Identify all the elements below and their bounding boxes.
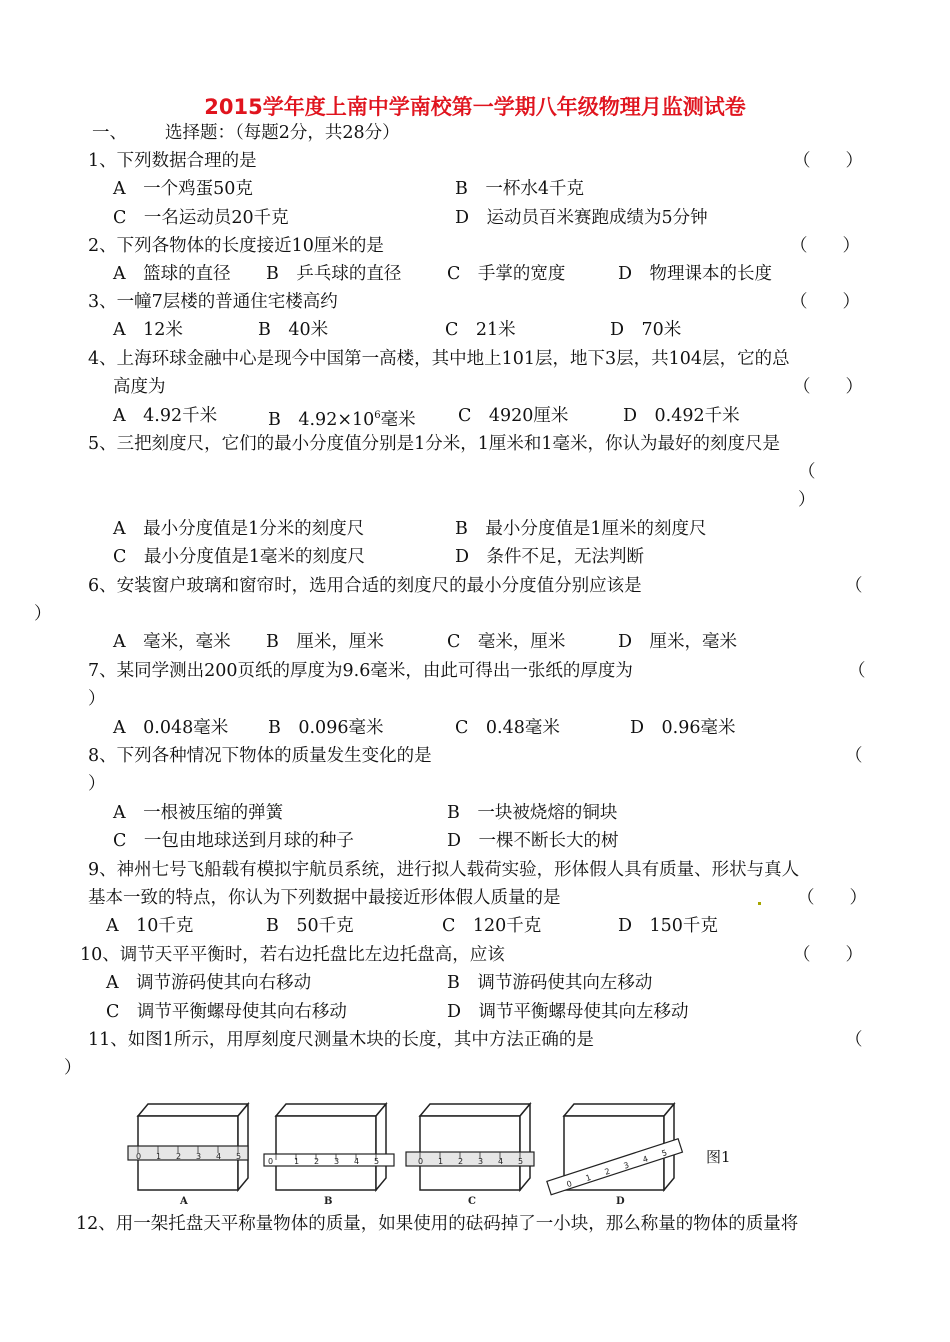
ruler-b-tick-2: 2 (314, 1157, 320, 1166)
q5-option-d: D 条件不足，无法判断 (455, 547, 645, 567)
ruler-d-tick-5: 5 (660, 1148, 669, 1159)
ruler-a-tick-5: 5 (236, 1152, 242, 1161)
q9-bracket: （ ） (797, 888, 867, 908)
q7-option-b: B 0.096毫米 (268, 718, 384, 738)
q9-option-b: B 50千克 (266, 916, 354, 936)
q3-stem: 3、一幢7层楼的普通住宅楼高约 (88, 292, 338, 312)
q1-option-a: A 一个鸡蛋50克 (113, 179, 253, 199)
q1-stem: 1、下列数据合理的是 (88, 151, 257, 171)
q5-option-c: C 最小分度值是1毫米的刻度尺 (113, 547, 366, 567)
q2-option-b: B 乒乓球的直径 (266, 264, 402, 284)
q6-option-a: A 毫米，毫米 (113, 632, 231, 652)
q6-option-c: C 毫米，厘米 (447, 632, 566, 652)
q6-option-b: B 厘米，厘米 (266, 632, 384, 652)
ruler-c-tick-4: 4 (498, 1157, 504, 1166)
ruler-c-tick-5: 5 (518, 1157, 524, 1166)
q4-stem-cont: 高度为 (113, 377, 166, 397)
q8-option-d: D 一棵不断长大的树 (447, 831, 619, 851)
q8-option-c: C 一包由地球送到月球的种子 (113, 831, 354, 851)
q8-stem: 8、下列各种情况下物体的质量发生变化的是 (88, 746, 432, 766)
q2-option-d: D 物理课本的长度 (618, 264, 773, 284)
q1-option-d: D 运动员百米赛跑成绩为5分钟 (455, 208, 708, 228)
q11-bracket-open: （ (845, 1030, 863, 1050)
q4-bracket: （ ） (793, 377, 863, 397)
ruler-c-tick-2: 2 (458, 1157, 464, 1166)
figure-labels (179, 1196, 625, 1207)
q5-option-a: A 最小分度值是1分米的刻度尺 (113, 519, 365, 539)
q4-option-d: D 0.492千米 (623, 406, 740, 426)
exam-title: 2015学年度上南中学南校第一学期八年级物理月监测试卷 (204, 95, 746, 119)
ruler-d-tick-1: 1 (584, 1172, 593, 1183)
q9-stem: 9、神州七号飞船载有模拟宇航员系统，进行拟人载荷实验，形体假人具有质量、形状与真人 (88, 860, 800, 880)
ruler-b-tick-5: 5 (374, 1157, 380, 1166)
ruler-c-tick-3: 3 (478, 1157, 484, 1166)
q4-option-b-base: B 4.92×10 (268, 409, 375, 430)
q5-option-b: B 最小分度值是1厘米的刻度尺 (455, 519, 707, 539)
q3-option-b: B 40米 (258, 320, 329, 340)
q10-option-b: B 调节游码使其向左移动 (447, 973, 653, 993)
q10-option-a: A 调节游码使其向右移动 (106, 973, 312, 993)
q4-option-a: A 4.92千米 (113, 406, 218, 426)
q8-option-a: A 一根被压缩的弹簧 (113, 803, 284, 823)
q7-option-c: C 0.48毫米 (455, 718, 560, 738)
q3-option-a: A 12米 (113, 320, 183, 340)
ruler-a-tick-3: 3 (196, 1152, 202, 1161)
q9-option-c: C 120千克 (442, 916, 542, 936)
ruler-b-tick-1: 1 (294, 1157, 300, 1166)
q10-option-c: C 调节平衡螺母使其向右移动 (106, 1002, 347, 1022)
q2-bracket: （ ） (790, 236, 860, 256)
ruler-c-tick-0: 0 (418, 1157, 424, 1166)
q8-option-b: B 一块被烧熔的铜块 (447, 803, 618, 823)
q7-bracket-close: ） (88, 689, 106, 709)
ruler-d-tick-3: 3 (622, 1160, 631, 1171)
q7-stem: 7、某同学测出200页纸的厚度为9.6毫米，由此可得出一张纸的厚度为 (88, 661, 633, 681)
q2-option-c: C 手掌的宽度 (447, 264, 566, 284)
figure-label-d: D (616, 1196, 625, 1207)
figure-label-b: B (324, 1196, 333, 1207)
q4-option-b-unit: 毫米 (380, 409, 416, 430)
q4-stem: 4、上海环球金融中心是现今中国第一高楼，其中地上101层，地下3层，共104层，它的总 (88, 349, 790, 369)
ruler-d-tick-4: 4 (641, 1154, 650, 1165)
q12-stem: 12、用一架托盘天平称量物体的质量，如果使用的砝码掉了一小块，那么称量的物体的质量将 (76, 1214, 799, 1234)
q6-bracket-close: ） (34, 604, 52, 624)
q7-option-a: A 0.048毫米 (113, 718, 229, 738)
q11-bracket-close: ） (64, 1058, 82, 1078)
q4-option-b (268, 404, 416, 432)
q2-stem: 2、下列各物体的长度接近10厘米的是 (88, 236, 384, 256)
q9-option-d: D 150千克 (618, 916, 718, 936)
q6-bracket-open: （ (845, 576, 863, 596)
section-heading: 选择题：（每题2分，共28分） (165, 123, 400, 143)
ruler-d-tick-0: 0 (565, 1179, 574, 1190)
ruler-a-tick-4: 4 (216, 1152, 222, 1161)
q3-bracket: （ ） (790, 292, 860, 312)
ruler-b-tick-4: 4 (354, 1157, 360, 1166)
section-number: 一、 (92, 123, 127, 143)
figure-label-c: C (468, 1196, 476, 1207)
q10-bracket: （ ） (793, 945, 863, 965)
q3-option-c: C 21米 (445, 320, 516, 340)
q10-option-d: D 调节平衡螺母使其向左移动 (447, 1002, 689, 1022)
figure-caption: 图1 (706, 1148, 731, 1166)
q5-bracket-close: ） (798, 490, 816, 510)
q6-option-d: D 厘米，毫米 (618, 632, 738, 652)
ruler-b-tick-0: 0 (268, 1157, 274, 1166)
q5-stem: 5、三把刻度尺，它们的最小分度值分别是1分米，1厘米和1毫米，你认为最好的刻度尺是 (88, 434, 781, 454)
ruler-a-tick-0: 0 (136, 1152, 142, 1161)
ruler-a-tick-1: 1 (156, 1152, 162, 1161)
ruler-a-tick-2: 2 (176, 1152, 182, 1161)
q2-option-a: A 篮球的直径 (113, 264, 231, 284)
q6-stem: 6、安装窗户玻璃和窗帘时，选用合适的刻度尺的最小分度值分别应该是 (88, 576, 642, 596)
ruler-figure (124, 1096, 744, 1208)
q9-stem-cont: 基本一致的特点，你认为下列数据中最接近形体假人质量的是 (88, 888, 561, 908)
q10-stem: 10、调节天平平衡时，若右边托盘比左边托盘高，应该 (80, 945, 505, 965)
q5-bracket-open: （ (798, 462, 816, 482)
q8-bracket-close: ） (88, 774, 106, 794)
q7-option-d: D 0.96毫米 (630, 718, 736, 738)
q7-bracket-open: （ (848, 661, 866, 681)
stray-mark (758, 902, 761, 905)
ruler-b-tick-3: 3 (334, 1157, 340, 1166)
q3-option-d: D 70米 (610, 320, 682, 340)
q11-stem: 11、如图1所示，用厚刻度尺测量木块的长度，其中方法正确的是 (88, 1030, 594, 1050)
q1-option-c: C 一名运动员20千克 (113, 208, 289, 228)
figure-label-a: A (180, 1196, 188, 1207)
q9-option-a: A 10千克 (106, 916, 194, 936)
q1-option-b: B 一杯水4千克 (455, 179, 584, 199)
ruler-d-tick-2: 2 (603, 1166, 612, 1177)
q4-option-b-exp: 6 (374, 410, 381, 421)
ruler-c-tick-1: 1 (438, 1157, 444, 1166)
q8-bracket-open: （ (845, 746, 863, 766)
q4-option-c: C 4920厘米 (458, 406, 569, 426)
q1-bracket: （ ） (793, 151, 863, 171)
